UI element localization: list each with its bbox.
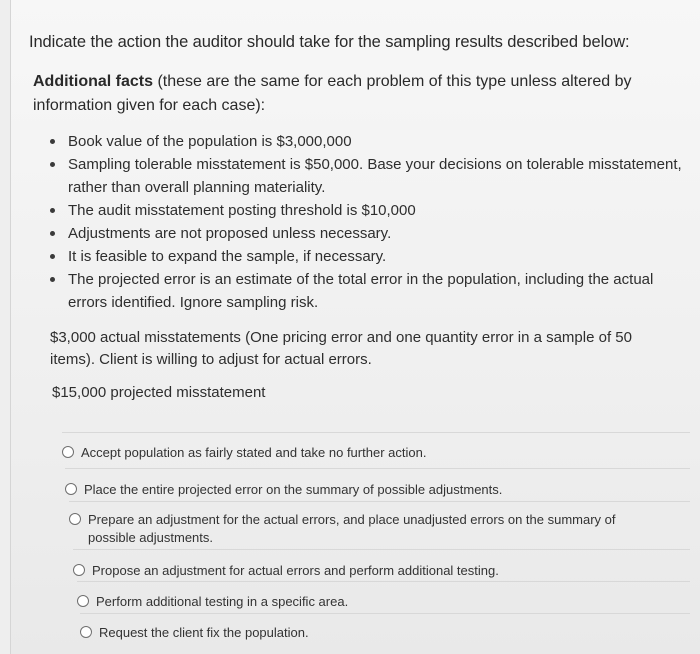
additional-facts-heading: Additional facts bbox=[33, 73, 154, 90]
answer-option[interactable] bbox=[65, 468, 690, 501]
answer-option-label: Propose an adjustment for actual errors and perform additional testing. bbox=[92, 563, 499, 578]
radio-button[interactable] bbox=[62, 446, 74, 458]
fact-item: It is feasible to expand the sample, if necessary. bbox=[48, 245, 684, 268]
projected-misstatement: $15,000 projected misstatement bbox=[52, 384, 266, 401]
answer-option[interactable] bbox=[73, 549, 690, 581]
answer-options bbox=[58, 432, 690, 646]
radio-button[interactable] bbox=[69, 513, 81, 525]
answer-option-label: Prepare an adjustment for the actual errors, and place unadjusted errors on the summary of possible adjustments. bbox=[88, 512, 616, 545]
fact-item: The audit misstatement posting threshold is $10,000 bbox=[48, 199, 684, 222]
answer-option[interactable] bbox=[62, 432, 690, 464]
facts-list bbox=[48, 130, 684, 314]
answer-option-label: Accept population as fairly stated and take no further action. bbox=[81, 445, 427, 460]
radio-button[interactable] bbox=[73, 564, 85, 576]
question-prompt: Indicate the action the auditor should take for the sampling results described below: bbox=[29, 33, 630, 51]
radio-button[interactable] bbox=[65, 483, 77, 495]
answer-option-label: Request the client fix the population. bbox=[99, 625, 309, 640]
additional-facts bbox=[33, 70, 681, 118]
fact-item: Sampling tolerable misstatement is $50,000. Base your decisions on tolerable misstatement, rather than overall planning materiality. bbox=[48, 153, 684, 199]
answer-option[interactable] bbox=[77, 581, 690, 613]
case-description: $3,000 actual misstatements (One pricing error and one quantity error in a sample of 50 items). Client is willing to adjust for actual errors. bbox=[50, 329, 632, 368]
answer-option-label: Perform additional testing in a specific area. bbox=[96, 594, 349, 609]
radio-button[interactable] bbox=[80, 626, 92, 638]
additional-facts-text: (these are the same for each problem of this type unless altered by information given for each case): bbox=[33, 73, 632, 114]
answer-option[interactable] bbox=[80, 613, 690, 646]
radio-button[interactable] bbox=[77, 595, 89, 607]
answer-option-label: Place the entire projected error on the summary of possible adjustments. bbox=[84, 482, 503, 497]
fact-item: Book value of the population is $3,000,000 bbox=[48, 130, 684, 153]
fact-item: Adjustments are not proposed unless necessary. bbox=[48, 222, 684, 245]
fact-item: The projected error is an estimate of the total error in the population, including the actual errors identified. Ignore sampling risk. bbox=[48, 268, 684, 314]
answer-option[interactable] bbox=[69, 501, 690, 549]
